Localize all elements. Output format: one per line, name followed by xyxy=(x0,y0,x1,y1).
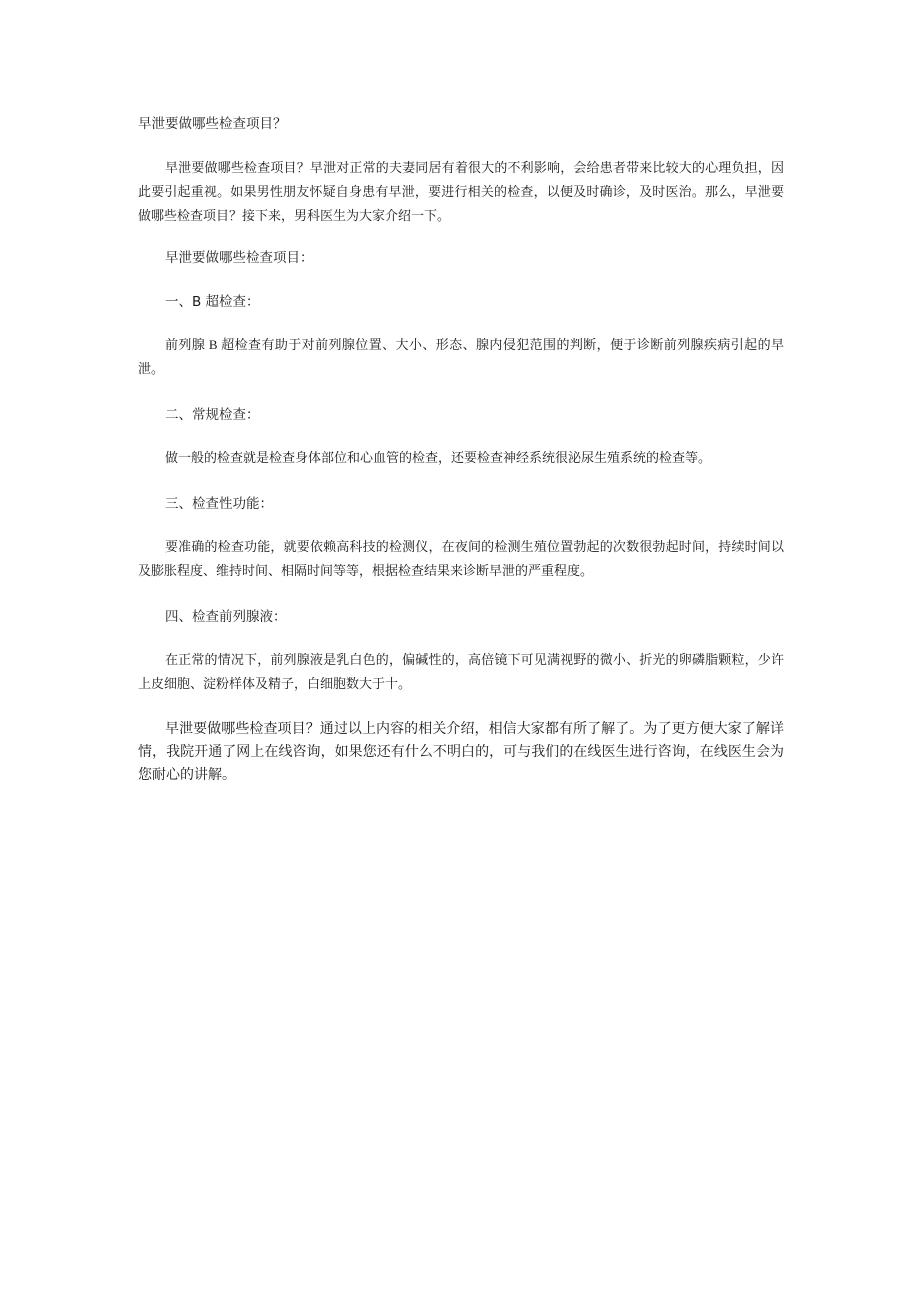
closing-paragraph: 早泄要做哪些检查项目？通过以上内容的相关介绍，相信大家都有所了解了。为了更方便大家了解详情，我院开通了网上在线咨询，如果您还有什么不明白的，可与我们的在线医生进行咨询，在线医生会为您耐心的讲解。 xyxy=(138,721,784,783)
document-page xyxy=(138,112,784,787)
document-title: 早泄要做哪些检查项目？ xyxy=(138,116,287,132)
section-body: 前列腺 B 超检查有助于对前列腺位置、大小、形态、腺内侵犯范围的判断，便于诊断前列腺疾病引起的早泄。 xyxy=(138,337,784,376)
section-heading: 二、常规检查： xyxy=(165,407,260,423)
section-heading: 一、B 超检查： xyxy=(165,294,260,310)
section-heading: 三、检查性功能： xyxy=(165,496,273,512)
section-routine-check xyxy=(138,403,784,470)
section-b-ultrasound xyxy=(138,290,784,381)
section-body: 做一般的检查就是检查身体部位和心血管的检查，还要检查神经系统很泌尿生殖系统的检查等。 xyxy=(165,450,712,465)
section-sexual-function xyxy=(138,492,784,583)
section-prostatic-fluid xyxy=(138,605,784,696)
checks-subheading: 早泄要做哪些检查项目： xyxy=(165,250,314,266)
section-body: 要准确的检查功能，就要依赖高科技的检测仪，在夜间的检测生殖位置勃起的次数很勃起时间，持续时间以及膨胀程度、维持时间、相隔时间等等，根据检查结果来诊断早泄的严重程度。 xyxy=(138,539,784,578)
section-body: 在正常的情况下，前列腺液是乳白色的，偏碱性的，高倍镜下可见满视野的微小、折光的卵磷脂颗粒，少许上皮细胞、淀粉样体及精子，白细胞数大于十。 xyxy=(138,652,784,691)
intro-paragraph: 早泄要做哪些检查项目？早泄对正常的夫妻同居有着很大的不利影响，会给患者带来比较大的心理负担，因此要引起重视。如果男性朋友怀疑自身患有早泄，要进行相关的检查，以便及时确诊，及时医治。那么，早泄要做哪些检查项目？接下来，男科医生为大家介绍一下。 xyxy=(138,160,784,223)
section-heading: 四、检查前列腺液： xyxy=(165,609,287,625)
